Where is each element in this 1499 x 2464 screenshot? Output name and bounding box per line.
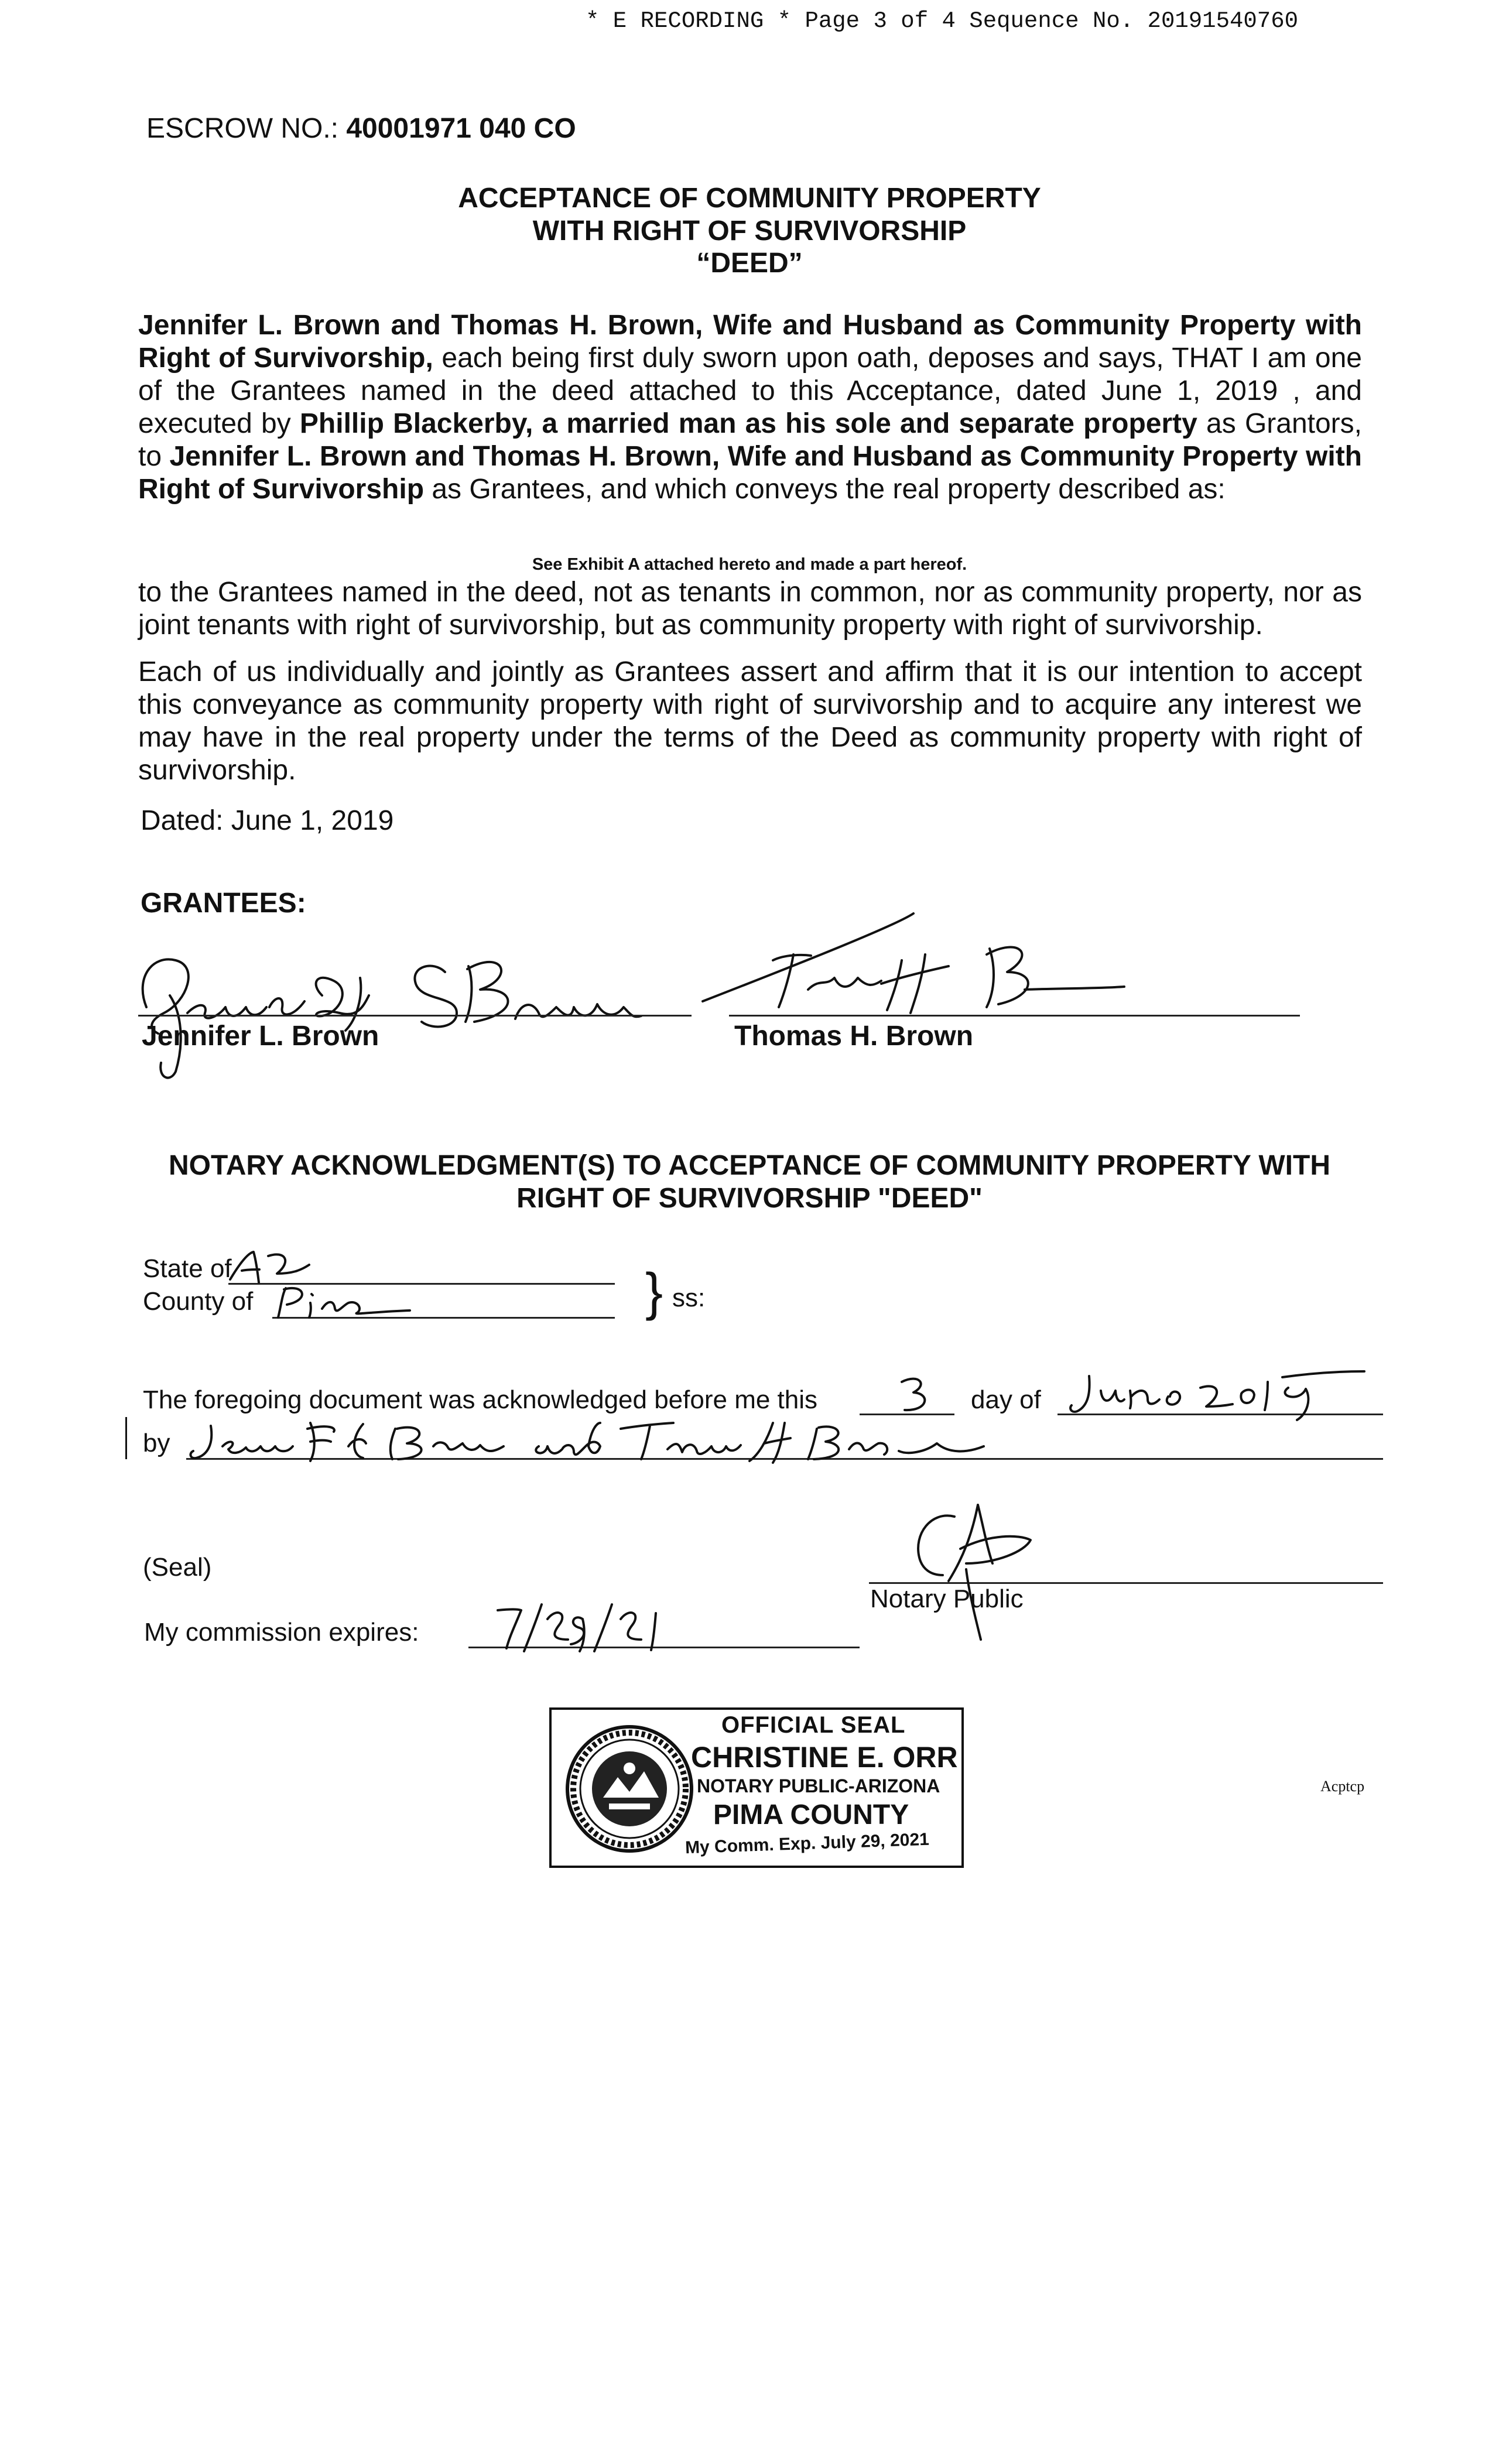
acceptance-paragraph (138, 309, 1362, 506)
recording-header: * E RECORDING * Page 3 of 4 Sequence No. 20191540760 (586, 8, 1298, 34)
grantees-names: Jennifer L. Brown and Thomas H. Brown, Wife and Husband as Community Property with Right of Survivorship, (138, 310, 1362, 374)
commission-date-handwriting (486, 1599, 673, 1657)
intention-paragraph: Each of us individually and jointly as Grantees assert and affirm that it is our intention to accept this conveyance as community property with right of survivorship and to acquire any interest we may have in the real property under the terms of the Deed as community property with right of survivorship. (138, 656, 1362, 786)
notary-public-label: Notary Public (870, 1585, 1024, 1613)
jennifer-signature-line (138, 1015, 692, 1017)
seal-line-4: PIMA COUNTY (713, 1799, 909, 1830)
document-title-line-1: ACCEPTANCE OF COMMUNITY PROPERTY (458, 183, 1041, 214)
foregoing-text: The foregoing document was acknowledged before me this (143, 1385, 818, 1414)
thomas-brown-signature (691, 890, 1159, 1042)
tenancy-paragraph: to the Grantees named in the deed, not as tenants in common, nor as community property, nor as joint tenants with right of survivorship, but as community property with right of survivorship. (138, 577, 1362, 641)
document-title-line-2: WITH RIGHT OF SURVIVORSHIP (532, 215, 967, 247)
grantor-name: Phillip Blackerby, a married man as his sole and separate property (299, 408, 1197, 439)
official-seal-stamp (549, 1707, 964, 1868)
seal-line-5: My Comm. Exp. July 29, 2021 (685, 1829, 930, 1858)
document-title-line-3: “DEED” (696, 248, 803, 279)
commission-label: My commission expires: (144, 1618, 419, 1647)
by-label: by (143, 1429, 170, 1457)
notary-signature (867, 1493, 1066, 1669)
day-handwriting (884, 1370, 943, 1417)
paragraph-text-2: as Grantors, to (138, 408, 1363, 472)
footer-code: Acptcp (1320, 1778, 1365, 1795)
signer-1-name: Jennifer L. Brown (142, 1021, 379, 1052)
signer-2-name: Thomas H. Brown (734, 1021, 974, 1052)
seal-line-3: NOTARY PUBLIC-ARIZONA (697, 1775, 940, 1796)
ss-label: ss: (672, 1284, 706, 1312)
thomas-signature-line (729, 1015, 1300, 1017)
notary-title-line-1: NOTARY ACKNOWLEDGMENT(S) TO ACCEPTANCE OF COMMUNITY PROPERTY WITH (169, 1150, 1330, 1181)
seal-line-2: CHRISTINE E. ORR (691, 1741, 958, 1774)
paragraph-text-3: as Grantees, and which conveys the real property described as: (424, 474, 1226, 505)
escrow-number: 40001971 040 CO (346, 113, 576, 144)
county-label: County of (143, 1287, 254, 1316)
exhibit-note: See Exhibit A attached hereto and made a part hereof. (532, 555, 967, 574)
seal-label: (Seal) (143, 1553, 212, 1582)
state-label: State of (143, 1254, 232, 1283)
jennifer-brown-signature (129, 925, 691, 1089)
margin-mark (125, 1417, 127, 1459)
day-of-label: day of (971, 1385, 1041, 1414)
grantees-names-2: Jennifer L. Brown and Thomas H. Brown, Wife and Husband as Community Property with Right of Survivorship (138, 441, 1362, 505)
grantees-label: GRANTEES: (141, 888, 306, 919)
notary-title-line-2: RIGHT OF SURVIVORSHIP "DEED" (516, 1183, 983, 1214)
seal-line-1: OFFICIAL SEAL (721, 1712, 906, 1738)
escrow-label: ESCROW NO.: (146, 113, 347, 144)
escrow-number-line (146, 112, 576, 145)
acknowledged-names-handwriting (187, 1411, 1159, 1470)
county-handwriting (269, 1282, 445, 1323)
paragraph-text-1: each being first duly sworn upon oath, deposes and says, THAT I am one of the Grantees named in the deed attached to this Acceptance, dated June 1, 2019 , and executed by (138, 343, 1363, 439)
dated-line: Dated: June 1, 2019 (141, 805, 394, 836)
brace: } (645, 1263, 663, 1322)
arizona-state-seal-icon (562, 1722, 697, 1856)
